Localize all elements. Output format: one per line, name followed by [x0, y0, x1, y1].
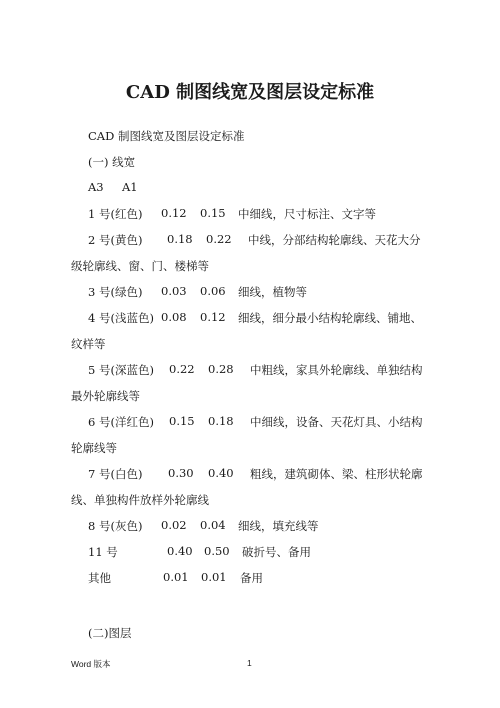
line-description: 中线，分部结构轮廓线、天花大分 — [248, 233, 421, 247]
a3-width: 0.02 — [161, 518, 187, 532]
table-row — [88, 414, 423, 430]
table-row — [88, 570, 263, 586]
page-title: CAD 制图线宽及图层设定标准 — [125, 82, 375, 103]
line-description: 中粗线，家具外轮廓线、单独结构 — [250, 363, 423, 377]
a1-width: 0.22 — [206, 232, 232, 246]
header-a3: A3 — [88, 180, 104, 194]
a3-width: 0.12 — [161, 206, 187, 220]
page-number: 1 — [247, 658, 252, 668]
pen-name: 5 号(深蓝色) — [88, 363, 154, 377]
pen-name: 7 号(白色) — [88, 467, 143, 481]
line-description: 粗线，建筑砌体、梁、柱形状轮廓 — [250, 467, 423, 481]
line-description: 细线，植物等 — [238, 285, 307, 299]
pen-name: 11 号 — [88, 545, 118, 559]
line-description: 细线，细分最小结构轮廓线、铺地、 — [238, 311, 422, 325]
line-description: 中细线，设备、天花灯具、小结构 — [250, 415, 423, 429]
a3-width: 0.22 — [169, 362, 195, 376]
line-description-continued: 级轮廓线、窗、门、楼梯等 — [71, 259, 209, 273]
table-row — [88, 466, 423, 482]
a1-width: 0.04 — [200, 518, 226, 532]
table-row — [88, 206, 376, 222]
a3-width: 0.01 — [163, 570, 189, 584]
pen-name: 3 号(绿色) — [88, 285, 143, 299]
a1-width: 0.40 — [208, 466, 234, 480]
line-description-continued: 轮廓线等 — [71, 441, 117, 455]
line-description-continued: 最外轮廓线等 — [71, 389, 140, 403]
header-a1: A1 — [122, 180, 138, 194]
line-description-continued: 线、单独构件放样外轮廓线 — [71, 493, 209, 507]
footer-label: Word 版本 — [71, 659, 111, 669]
line-description-continued: 纹样等 — [71, 337, 106, 351]
table-header — [88, 180, 138, 194]
a3-width: 0.15 — [169, 414, 195, 428]
a1-width: 0.12 — [200, 310, 226, 324]
pen-name: 2 号(黄色) — [88, 233, 143, 247]
pen-name: 4 号(浅蓝色) — [88, 311, 154, 325]
a1-width: 0.01 — [201, 570, 227, 584]
line-description: 破折号、备用 — [242, 545, 311, 559]
line-description: 中细线，尺寸标注、文字等 — [238, 207, 376, 221]
subtitle: CAD 制图线宽及图层设定标准 — [88, 129, 245, 143]
table-row — [88, 518, 319, 534]
a1-width: 0.06 — [200, 284, 226, 298]
pen-name: 6 号(洋红色) — [88, 415, 154, 429]
table-row — [88, 362, 423, 378]
section-heading-linewidth: (一) 线宽 — [88, 155, 136, 169]
line-description: 细线，填充线等 — [238, 519, 319, 533]
a3-width: 0.30 — [168, 466, 194, 480]
a3-width: 0.40 — [167, 544, 193, 558]
table-row — [88, 310, 422, 326]
table-row — [88, 544, 311, 560]
table-row — [88, 232, 421, 248]
a3-width: 0.03 — [161, 284, 187, 298]
pen-name: 1 号(红色) — [88, 207, 143, 221]
a1-width: 0.15 — [200, 206, 226, 220]
a1-width: 0.18 — [208, 414, 234, 428]
a1-width: 0.50 — [204, 544, 230, 558]
section-heading-layers: (二)图层 — [88, 626, 132, 640]
pen-name: 8 号(灰色) — [88, 519, 143, 533]
a3-width: 0.08 — [161, 310, 187, 324]
table-row — [88, 284, 307, 300]
a3-width: 0.18 — [167, 232, 193, 246]
pen-name: 其他 — [88, 571, 111, 585]
line-description: 备用 — [240, 571, 263, 585]
a1-width: 0.28 — [208, 362, 234, 376]
